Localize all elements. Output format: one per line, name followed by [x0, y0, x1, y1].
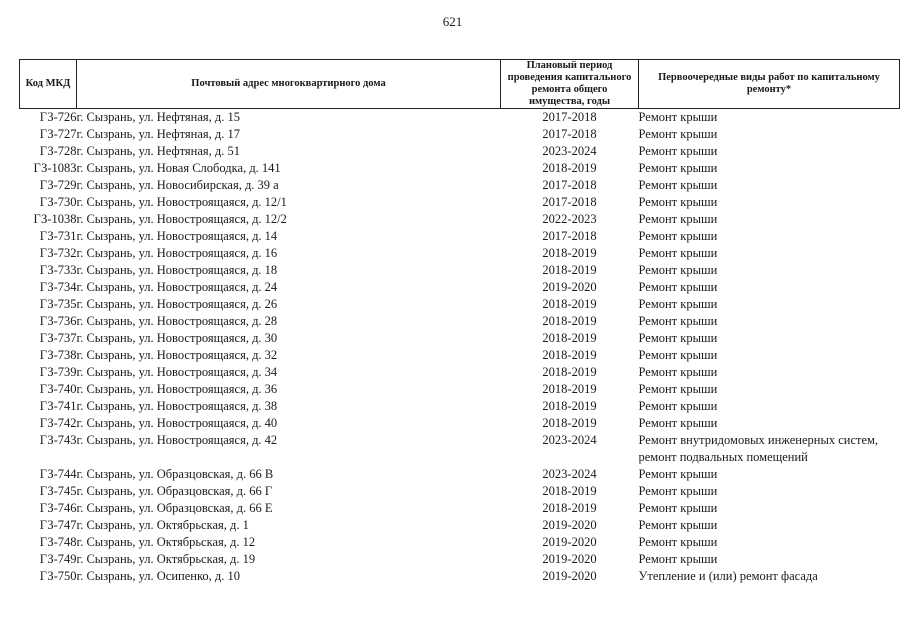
table-row: [20, 534, 900, 551]
cell-code: ГЗ-740: [39, 382, 77, 396]
cell-code: ГЗ-737: [39, 331, 77, 345]
table-row: [20, 398, 900, 415]
cell-period: 2018-2019: [542, 297, 597, 311]
cell-address: г. Сызрань, ул. Новосибирская, д. 39 а: [76, 178, 279, 192]
cell-code: ГЗ-731: [39, 229, 77, 243]
cell-period: 2017-2018: [542, 178, 597, 192]
table-row: [20, 211, 900, 228]
cell-code: ГЗ-747: [39, 518, 77, 532]
cell-works: Ремонт крыши: [638, 416, 718, 430]
cell-works: Ремонт внутридомовых инженерных систем, ремонт подвальных помещений: [638, 433, 879, 464]
cell-period: 2019-2020: [542, 518, 597, 532]
cell-period: 2018-2019: [542, 348, 597, 362]
cell-works: Ремонт крыши: [638, 552, 718, 566]
cell-period: 2017-2018: [542, 127, 597, 141]
cell-works: Ремонт крыши: [638, 535, 718, 549]
cell-address: г. Сызрань, ул. Новостроящаяся, д. 40: [76, 416, 278, 430]
cell-code: ГЗ-748: [39, 535, 77, 549]
cell-period: 2018-2019: [542, 501, 597, 515]
cell-code: ГЗ-743: [39, 433, 77, 447]
cell-period: 2018-2019: [542, 416, 597, 430]
cell-period: 2018-2019: [542, 331, 597, 345]
cell-code: ГЗ-729: [39, 178, 77, 192]
cell-period: 2022-2023: [542, 212, 597, 226]
table-header: [20, 60, 900, 109]
cell-period: 2023-2024: [542, 144, 597, 158]
cell-address: г. Сызрань, ул. Новостроящаяся, д. 12/1: [76, 195, 287, 209]
cell-works: Ремонт крыши: [638, 399, 718, 413]
cell-code: ГЗ-1083: [33, 161, 77, 175]
table-row: [20, 432, 900, 466]
cell-works: Ремонт крыши: [638, 331, 718, 345]
cell-works: Ремонт крыши: [638, 212, 718, 226]
cell-works: Ремонт крыши: [638, 297, 718, 311]
cell-address: г. Сызрань, ул. Новостроящаяся, д. 32: [76, 348, 278, 362]
cell-address: г. Сызрань, ул. Новостроящаяся, д. 18: [76, 263, 278, 277]
table-row: [20, 109, 900, 127]
cell-period: 2018-2019: [542, 314, 597, 328]
cell-code: ГЗ-728: [39, 144, 77, 158]
table-row: [20, 517, 900, 534]
cell-period: 2023-2024: [542, 433, 597, 447]
cell-works: Ремонт крыши: [638, 229, 718, 243]
cell-address: г. Сызрань, ул. Новостроящаяся, д. 26: [76, 297, 278, 311]
cell-code: ГЗ-730: [39, 195, 77, 209]
table-row: [20, 262, 900, 279]
page-number: 621: [442, 14, 463, 29]
cell-works: Ремонт крыши: [638, 127, 718, 141]
cell-code: ГЗ-741: [39, 399, 77, 413]
cell-works: Ремонт крыши: [638, 467, 718, 481]
cell-period: 2018-2019: [542, 382, 597, 396]
cell-period: 2023-2024: [542, 467, 597, 481]
cell-code: ГЗ-749: [39, 552, 77, 566]
cell-works: Ремонт крыши: [638, 348, 718, 362]
table-body: [20, 109, 900, 586]
cell-address: г. Сызрань, ул. Новостроящаяся, д. 28: [76, 314, 278, 328]
cell-code: ГЗ-744: [39, 467, 77, 481]
table-row: [20, 194, 900, 211]
header-works: Первоочередные виды работ по капитальному ремонту*: [639, 60, 900, 109]
cell-address: г. Сызрань, ул. Новостроящаяся, д. 16: [76, 246, 278, 260]
header-address: Почтовый адрес многоквартирного дома: [77, 60, 501, 109]
cell-code: ГЗ-1038: [33, 212, 77, 226]
cell-address: г. Сызрань, ул. Образцовская, д. 66 В: [76, 467, 274, 481]
cell-address: г. Сызрань, ул. Новостроящаяся, д. 24: [76, 280, 278, 294]
cell-address: г. Сызрань, ул. Осипенко, д. 10: [76, 569, 241, 583]
cell-works: Ремонт крыши: [638, 314, 718, 328]
cell-code: ГЗ-726: [39, 110, 77, 124]
cell-address: г. Сызрань, ул. Новостроящаяся, д. 38: [76, 399, 278, 413]
table-row: [20, 143, 900, 160]
cell-code: ГЗ-750: [39, 569, 77, 583]
cell-address: г. Сызрань, ул. Нефтяная, д. 51: [76, 144, 240, 158]
cell-code: ГЗ-739: [39, 365, 77, 379]
header-code: Код МКД: [20, 60, 77, 109]
cell-code: ГЗ-738: [39, 348, 77, 362]
table-row: [20, 347, 900, 364]
cell-works: Ремонт крыши: [638, 484, 718, 498]
table-row: [20, 279, 900, 296]
cell-period: 2019-2020: [542, 552, 597, 566]
cell-address: г. Сызрань, ул. Новостроящаяся, д. 36: [76, 382, 278, 396]
table-row: [20, 330, 900, 347]
cell-address: г. Сызрань, ул. Октябрьская, д. 19: [76, 552, 256, 566]
cell-period: 2018-2019: [542, 161, 597, 175]
cell-works: Утепление и (или) ремонт фасада: [638, 569, 818, 583]
cell-works: Ремонт крыши: [638, 518, 718, 532]
cell-works: Ремонт крыши: [638, 280, 718, 294]
cell-code: ГЗ-734: [39, 280, 77, 294]
cell-period: 2017-2018: [542, 229, 597, 243]
header-period: Плановый период проведения капитального ремонта общего имущества, годы: [501, 60, 639, 109]
cell-period: 2019-2020: [542, 280, 597, 294]
table-row: [20, 551, 900, 568]
cell-address: г. Сызрань, ул. Новостроящаяся, д. 30: [76, 331, 278, 345]
cell-period: 2018-2019: [542, 246, 597, 260]
table-row: [20, 313, 900, 330]
cell-period: 2018-2019: [542, 263, 597, 277]
cell-code: ГЗ-745: [39, 484, 77, 498]
cell-works: Ремонт крыши: [638, 382, 718, 396]
cell-code: ГЗ-736: [39, 314, 77, 328]
cell-period: 2019-2020: [542, 569, 597, 583]
cell-code: ГЗ-742: [39, 416, 77, 430]
cell-address: г. Сызрань, ул. Нефтяная, д. 15: [76, 110, 240, 124]
table-row: [20, 296, 900, 313]
cell-address: г. Сызрань, ул. Октябрьская, д. 1: [76, 518, 249, 532]
cell-period: 2018-2019: [542, 484, 597, 498]
cell-works: Ремонт крыши: [638, 161, 718, 175]
table-row: [20, 160, 900, 177]
cell-address: г. Сызрань, ул. Новостроящаяся, д. 14: [76, 229, 278, 243]
repair-schedule-table: [19, 59, 900, 585]
cell-address: г. Сызрань, ул. Октябрьская, д. 12: [76, 535, 256, 549]
table-row: [20, 483, 900, 500]
cell-code: ГЗ-732: [39, 246, 77, 260]
cell-address: г. Сызрань, ул. Новостроящаяся, д. 34: [76, 365, 278, 379]
cell-address: г. Сызрань, ул. Нефтяная, д. 17: [76, 127, 240, 141]
table-row: [20, 415, 900, 432]
table-row: [20, 177, 900, 194]
table-row: [20, 364, 900, 381]
cell-works: Ремонт крыши: [638, 263, 718, 277]
cell-works: Ремонт крыши: [638, 246, 718, 260]
table-row: [20, 568, 900, 585]
cell-period: 2019-2020: [542, 535, 597, 549]
table-row: [20, 466, 900, 483]
table-row: [20, 381, 900, 398]
table-row: [20, 500, 900, 517]
cell-code: ГЗ-727: [39, 127, 77, 141]
cell-works: Ремонт крыши: [638, 178, 718, 192]
cell-address: г. Сызрань, ул. Образцовская, д. 66 Г: [76, 484, 273, 498]
cell-period: 2017-2018: [542, 195, 597, 209]
cell-code: ГЗ-733: [39, 263, 77, 277]
cell-address: г. Сызрань, ул. Образцовская, д. 66 Е: [76, 501, 273, 515]
cell-works: Ремонт крыши: [638, 501, 718, 515]
header-row: [20, 60, 900, 109]
cell-works: Ремонт крыши: [638, 144, 718, 158]
cell-period: 2018-2019: [542, 399, 597, 413]
cell-period: 2018-2019: [542, 365, 597, 379]
cell-code: ГЗ-746: [39, 501, 77, 515]
cell-code: ГЗ-735: [39, 297, 77, 311]
table-row: [20, 245, 900, 262]
cell-address: г. Сызрань, ул. Новая Слободка, д. 141: [76, 161, 281, 175]
table-row: [20, 126, 900, 143]
cell-address: г. Сызрань, ул. Новостроящаяся, д. 42: [76, 433, 278, 447]
cell-period: 2017-2018: [542, 110, 597, 124]
cell-works: Ремонт крыши: [638, 365, 718, 379]
table-row: [20, 228, 900, 245]
cell-works: Ремонт крыши: [638, 110, 718, 124]
cell-works: Ремонт крыши: [638, 195, 718, 209]
cell-address: г. Сызрань, ул. Новостроящаяся, д. 12/2: [76, 212, 287, 226]
